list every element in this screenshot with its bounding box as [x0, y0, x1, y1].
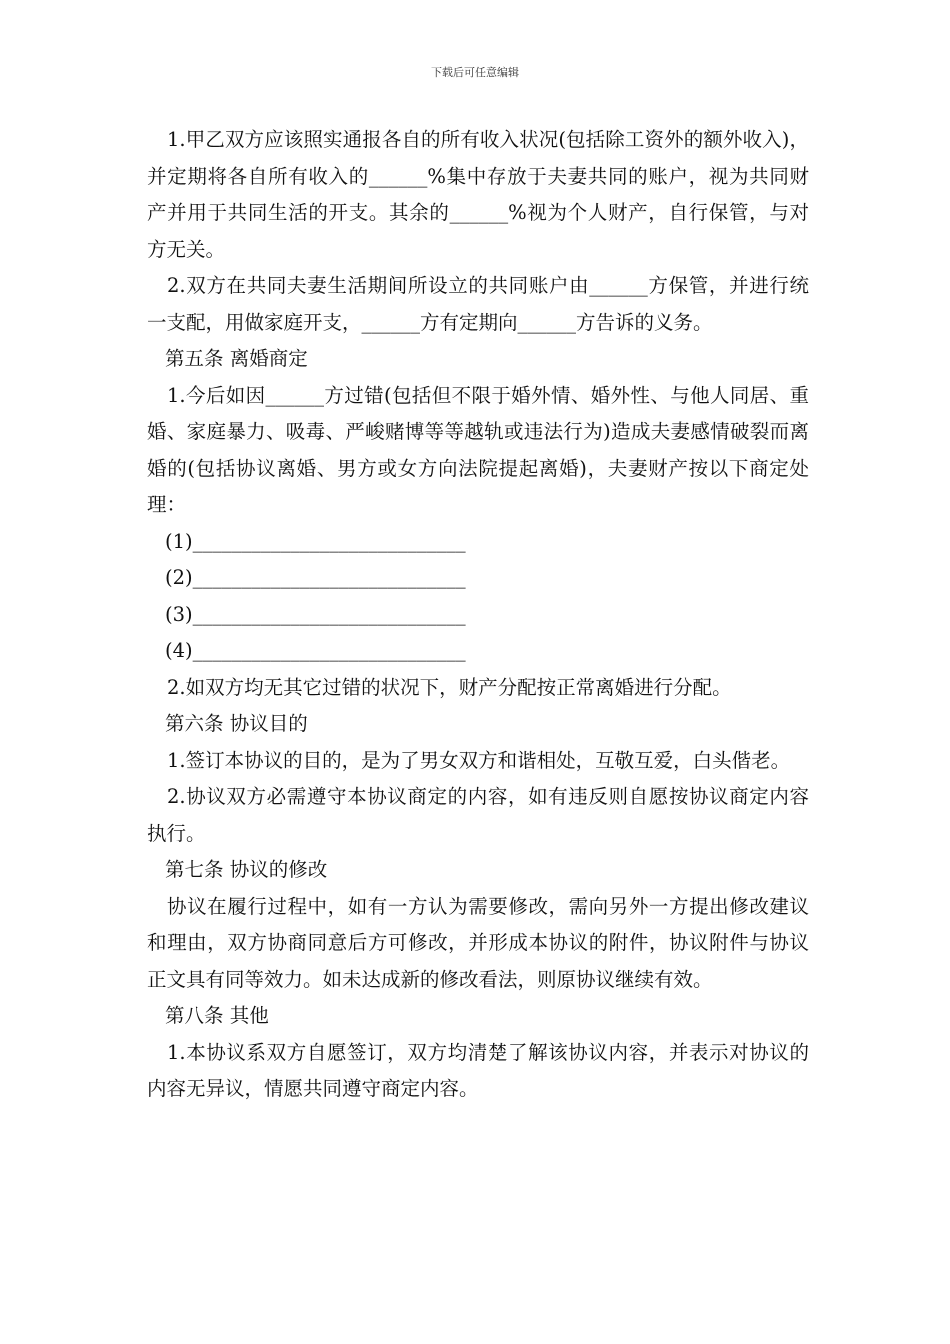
blank-list-item: (1)____________________________ [165, 529, 466, 553]
body-paragraph: 2.协议双方必需遵守本协议商定的内容，如有违反则自愿按协议商定内容执行。 [147, 785, 809, 845]
body-paragraph: 1.本协议系双方自愿签订，双方均清楚了解该协议内容，并表示对协议的内容无异议，情愿共同遵守商定内容。 [147, 1040, 809, 1100]
blank-list-item: (4)____________________________ [165, 639, 466, 662]
body-paragraph: 1.签订本协议的目的，是为了男女双方和谐相处，互敬互爱，白头偕老。 [167, 748, 791, 772]
blank-list-item: (2)____________________________ [165, 566, 466, 589]
body-paragraph: 2.如双方均无其它过错的状况下，财产分配按正常离婚进行分配。 [167, 675, 732, 699]
body-paragraph: 协议在履行过程中，如有一方认为需要修改，需向另外一方提出修改建议和理由，双方协商同意后方可修改，并形成本协议的附件，协议附件与协议正文具有同等效力。如未达成新的修改看法，则原协议继续有效。 [147, 894, 809, 991]
page-header: 下载后可任意编辑 [431, 66, 519, 79]
section-heading: 第八条 其他 [165, 1004, 269, 1027]
section-heading: 第六条 协议目的 [165, 712, 308, 735]
blank-list-item: (3)____________________________ [165, 602, 466, 626]
body-paragraph: 2.双方在共同夫妻生活期间所设立的共同账户由______方保管，并进行统一支配，用做家庭开支，______方有定期向______方告诉的义务。 [147, 274, 809, 334]
section-heading: 第五条 离婚商定 [165, 347, 308, 370]
body-paragraph: 1.甲乙双方应该照实通报各自的所有收入状况(包括除工资外的额外收入)，并定期将各自所有收入的______%集中存放于夫妻共同的账户，视为共同财产并用于共同生活的开支。其余的______%视为个人财产，自行保管，与对方无关。 [147, 128, 809, 261]
body-paragraph: 1.今后如因______方过错(包括但不限于婚外情、婚外性、与他人同居、重婚、家庭暴力、吸毒、严峻赌博等等越轨或违法行为)造成夫妻感情破裂而离婚的(包括协议离婚、男方或女方向法院提起离婚)，夫妻财产按以下商定处理： [147, 383, 809, 516]
document-body [147, 122, 809, 1108]
section-heading: 第七条 协议的修改 [165, 858, 328, 881]
